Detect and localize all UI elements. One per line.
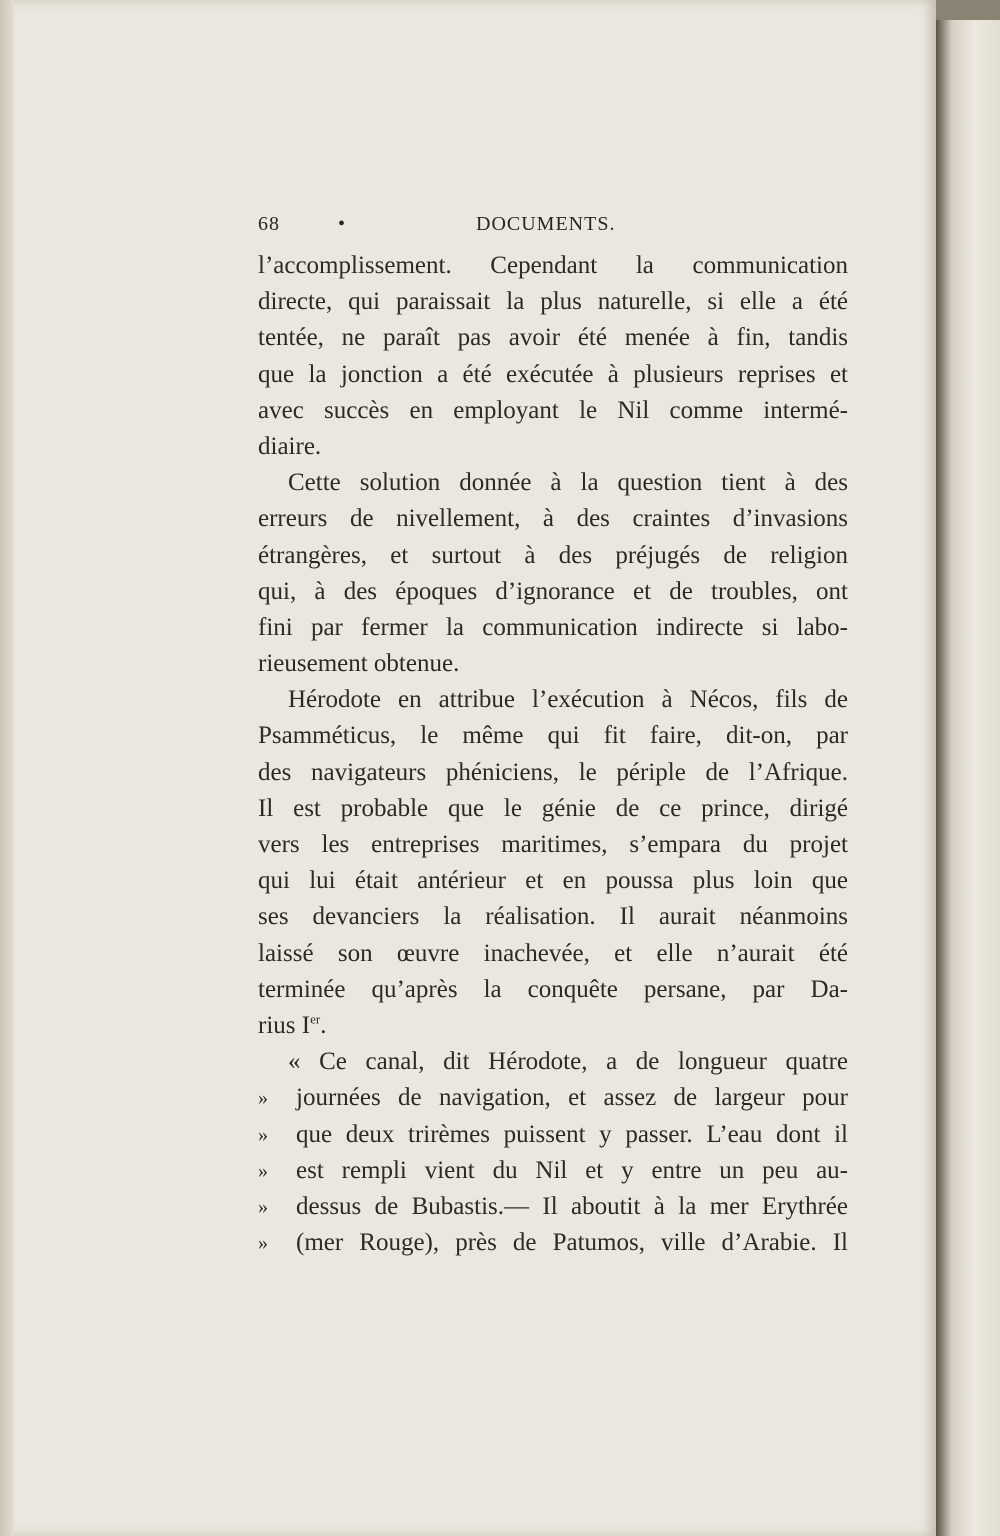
text-line: des navigateurs phéniciens, le périple de l’Afrique. [258, 758, 848, 786]
text-line: terminée qu’après la conquête persane, par Da- [258, 975, 848, 1003]
text-line: l’accomplissement. Cependant la communication [258, 252, 848, 279]
text-line: erreurs de nivellement, à des craintes d’invasions [258, 505, 848, 533]
text-line: Psamméticus, le même qui fit faire, dit-on, par [258, 722, 848, 750]
quoted-line [258, 1080, 848, 1116]
page-number: 68 [258, 213, 280, 235]
text-line: qui lui était antérieur et en poussa plus loin que [258, 867, 848, 895]
text-line: étrangères, et surtout à des préjugés de religion [258, 541, 848, 569]
text-line: tentée, ne paraît pas avoir été menée à fin, tandis [258, 324, 848, 352]
text-line [258, 1008, 848, 1044]
body-text [258, 248, 848, 1261]
text-line: directe, qui paraissait la plus naturelle, si elle a été [258, 288, 848, 316]
text-line: rieusement obtenue. [258, 650, 460, 678]
quoted-line [258, 1153, 848, 1189]
text-line: laissé son œuvre inachevée, et elle n’aurait été [258, 939, 848, 967]
adjacent-page-edge [936, 20, 1000, 1536]
superscript: er [310, 1011, 321, 1027]
running-header [258, 213, 638, 243]
line-period: . [320, 1011, 327, 1039]
quoted-line [258, 1189, 848, 1225]
text-line: ses devanciers la réalisation. Il aurait néanmoins [258, 903, 848, 931]
quote-mark: » [258, 1159, 268, 1182]
text-line: diaire. [258, 432, 322, 460]
quoted-text: dessus de Bubastis.— Il aboutit à la mer Erythrée [296, 1192, 848, 1220]
quote-mark: » [258, 1232, 268, 1255]
quote-mark: » [258, 1195, 268, 1218]
text-line: Il est probable que le génie de ce prince, dirigé [258, 794, 848, 822]
text-line: Hérodote en attribue l’exécution à Nécos, fils de [288, 686, 848, 714]
text-line: avec succès en employant le Nil comme intermé- [258, 396, 848, 424]
text-line: fini par fermer la communication indirecte si labo- [258, 613, 848, 641]
header-dot: • [338, 213, 347, 235]
quoted-text: (mer Rouge), près de Patumos, ville d’Arabie. Il [296, 1229, 848, 1257]
page-gutter [0, 0, 14, 1536]
quoted-line [258, 1117, 848, 1153]
text-line: que la jonction a été exécutée à plusieurs reprises et [258, 360, 848, 388]
text-line: vers les entreprises maritimes, s’empara du projet [258, 831, 848, 858]
quoted-text: que deux trirèmes puissent y passer. L’eau dont il [296, 1120, 848, 1148]
quoted-text: est rempli vient du Nil et y entre un peu au- [296, 1156, 848, 1184]
text-line: Cette solution donnée à la question tient à des [288, 469, 848, 497]
quoted-text: journées de navigation, et assez de largeur pour [296, 1084, 848, 1112]
text-line: « Ce canal, dit Hérodote, a de longueur quatre [288, 1048, 848, 1076]
text-line-segment: rius I [258, 1011, 311, 1039]
running-title: DOCUMENTS. [476, 213, 616, 235]
quote-mark: » [258, 1123, 268, 1146]
quoted-line [258, 1225, 848, 1261]
text-line: qui, à des époques d’ignorance et de troubles, ont [258, 577, 848, 605]
quote-mark: » [258, 1087, 268, 1110]
